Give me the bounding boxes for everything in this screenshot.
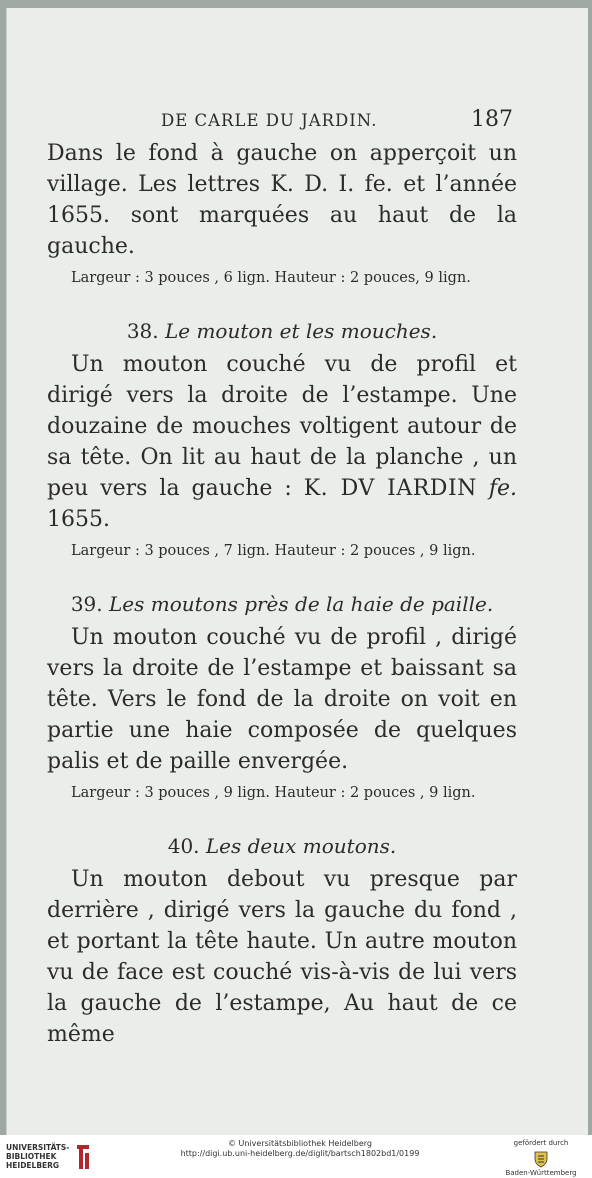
viewer-footer <box>0 1135 592 1178</box>
entry-text: Un mouton couché vu de profil et dirigé vers la droite de l’estampe. Une douzaine de mouches voltigent autour de sa tête. On lit au haut de la planche , un peu vers la gauche : <box>47 352 517 501</box>
artist-signature: K. DV IARDIN <box>303 476 477 501</box>
header-title: DE CARLE DU JARDIN. <box>161 111 378 130</box>
page-number: 187 <box>471 107 513 132</box>
intro-dimensions: Largeur : 3 pouces , 6 lign. Hauteur : 2 pouces, 9 lign. <box>71 270 471 286</box>
permalink[interactable]: http://digi.ub.uni-heidelberg.de/diglit/bartsch1802bd1/0199 <box>180 1149 420 1158</box>
funded-by-label: gefördert durch <box>513 1139 569 1147</box>
coat-of-arms-icon <box>532 1150 550 1168</box>
signature-year: 1655. <box>47 507 110 532</box>
entry-title: Le mouton et les mouches. <box>164 319 438 343</box>
library-name: UNIVERSITÄTS- BIBLIOTHEK HEIDELBERG <box>6 1143 70 1170</box>
entry-paragraph-38 <box>47 349 517 535</box>
library-logo[interactable] <box>6 1143 91 1171</box>
funder-name: Baden-Württemberg <box>505 1169 577 1177</box>
signature-fe: fe. <box>488 476 517 501</box>
entry-heading-40 <box>47 832 517 860</box>
entry-paragraph-39: Un mouton couché vu de profil , dirigé vers la droite de l’estampe et baissant sa tête. Vers le fond de la droite on voit en partie une haie composée de quelques palis et de paille envergée. <box>47 625 517 774</box>
entry-number: 38. <box>126 319 159 343</box>
page-text <box>47 107 517 1050</box>
entry-number: 40. <box>167 834 200 858</box>
entry-dimensions-39: Largeur : 3 pouces , 9 lign. Hauteur : 2 pouces , 9 lign. <box>71 785 476 801</box>
entry-heading-38 <box>47 317 517 345</box>
copyright-text: © Universitätsbibliothek Heidelberg <box>227 1139 372 1148</box>
intro-paragraph: Dans le fond à gauche on apperçoit un village. Les lettres K. D. I. fe. et l’année 1655. sont marquées au haut de la gauche. <box>47 141 517 259</box>
entry-number: 39. <box>70 592 103 616</box>
book-page <box>6 8 588 1135</box>
library-mark-icon <box>75 1143 91 1171</box>
running-header <box>47 107 517 132</box>
entry-paragraph-40: Un mouton debout vu presque par derrière , dirigé vers la gauche du fond , et portant la tête haute. Un autre mouton vu de face est couché vis-à-vis de lui vers la gauche de l’estampe, Au haut de ce même <box>47 867 517 1047</box>
entry-title: Les moutons près de la haie de paille. <box>108 592 494 616</box>
footer-center <box>160 1139 440 1159</box>
funder-block <box>496 1139 586 1178</box>
entry-dimensions-38: Largeur : 3 pouces , 7 lign. Hauteur : 2 pouces , 9 lign. <box>71 543 476 559</box>
entry-title: Les deux moutons. <box>205 834 397 858</box>
entry-heading-39 <box>47 590 517 618</box>
